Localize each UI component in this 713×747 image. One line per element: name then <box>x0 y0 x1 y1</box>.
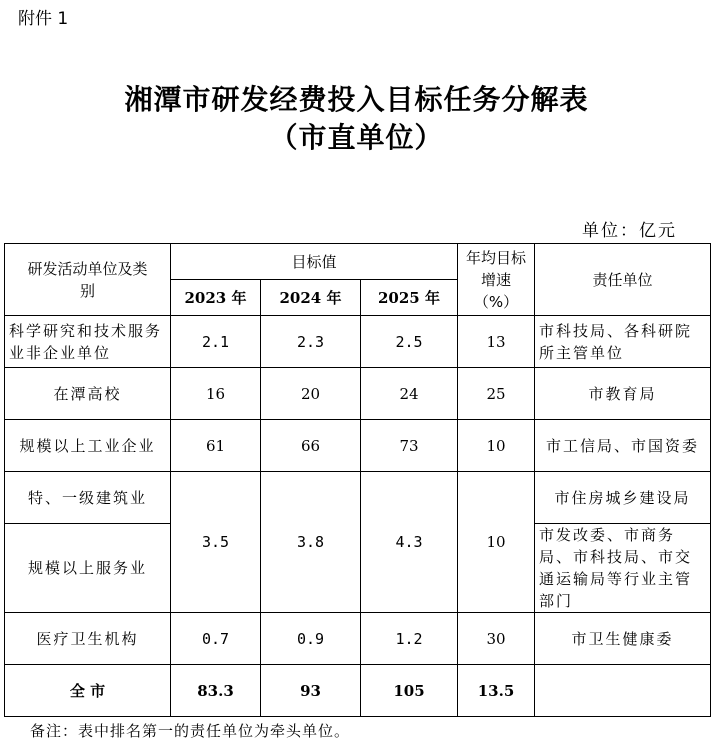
target-table <box>4 243 711 717</box>
cell-growth: 10 <box>458 420 535 472</box>
page-subtitle: （市直单位） <box>269 121 444 154</box>
cell-growth: 30 <box>458 613 535 665</box>
cell-2023: 0.7 <box>171 613 261 665</box>
cell-2025-merged: 4.3 <box>361 472 458 613</box>
footnote: 备注：表中排名第一的责任单位为牵头单位。 <box>30 722 351 740</box>
cell-2024: 2.3 <box>261 316 361 368</box>
cell-2023: 16 <box>171 368 261 420</box>
cell-unit: 规模以上工业企业 <box>5 420 171 472</box>
header-target: 目标值 <box>171 244 458 280</box>
cell-responsible: 市科技局、各科研院所主管单位 <box>535 316 711 368</box>
cell-2025: 2.5 <box>361 316 458 368</box>
cell-2023: 61 <box>171 420 261 472</box>
cell-total-2023: 83.3 <box>171 665 261 717</box>
header-2025: 2025 年 <box>361 280 458 316</box>
cell-2024: 0.9 <box>261 613 361 665</box>
cell-unit: 特、一级建筑业 <box>5 472 171 524</box>
cell-responsible: 市住房城乡建设局 <box>535 472 711 524</box>
cell-total-label: 全 市 <box>5 665 171 717</box>
cell-unit: 科学研究和技术服务业非企业单位 <box>5 316 171 368</box>
cell-2025: 24 <box>361 368 458 420</box>
cell-growth: 13 <box>458 316 535 368</box>
attachment-label: 附件 1 <box>18 9 69 29</box>
header-2024: 2024 年 <box>261 280 361 316</box>
cell-responsible: 市发改委、市商务局、市科技局、市交通运输局等行业主管部门 <box>535 524 711 613</box>
table-row <box>5 368 711 420</box>
table-total-row <box>5 665 711 717</box>
cell-2024: 66 <box>261 420 361 472</box>
table-row <box>5 613 711 665</box>
cell-total-2025: 105 <box>361 665 458 717</box>
cell-total-2024: 93 <box>261 665 361 717</box>
cell-2025: 1.2 <box>361 613 458 665</box>
cell-responsible: 市卫生健康委 <box>535 613 711 665</box>
cell-growth: 25 <box>458 368 535 420</box>
cell-unit: 在潭高校 <box>5 368 171 420</box>
header-2023: 2023 年 <box>171 280 261 316</box>
cell-responsible: 市教育局 <box>535 368 711 420</box>
page-title: 湘潭市研发经费投入目标任务分解表 <box>124 83 589 116</box>
cell-unit: 医疗卫生机构 <box>5 613 171 665</box>
header-responsible: 责任单位 <box>535 244 711 316</box>
cell-total-growth: 13.5 <box>458 665 535 717</box>
unit-label: 单位：亿元 <box>582 221 677 241</box>
header-growth: 年均目标增速（%） <box>458 244 535 316</box>
table-row <box>5 472 711 524</box>
table-row <box>5 316 711 368</box>
cell-2023: 2.1 <box>171 316 261 368</box>
cell-2025: 73 <box>361 420 458 472</box>
cell-growth-merged: 10 <box>458 472 535 613</box>
cell-2024-merged: 3.8 <box>261 472 361 613</box>
cell-2024: 20 <box>261 368 361 420</box>
cell-responsible: 市工信局、市国资委 <box>535 420 711 472</box>
header-unit: 研发活动单位及类别 <box>5 244 171 316</box>
cell-2023-merged: 3.5 <box>171 472 261 613</box>
table-row <box>5 420 711 472</box>
table-header-row <box>5 244 711 280</box>
cell-total-responsible <box>535 665 711 717</box>
cell-unit: 规模以上服务业 <box>5 524 171 613</box>
